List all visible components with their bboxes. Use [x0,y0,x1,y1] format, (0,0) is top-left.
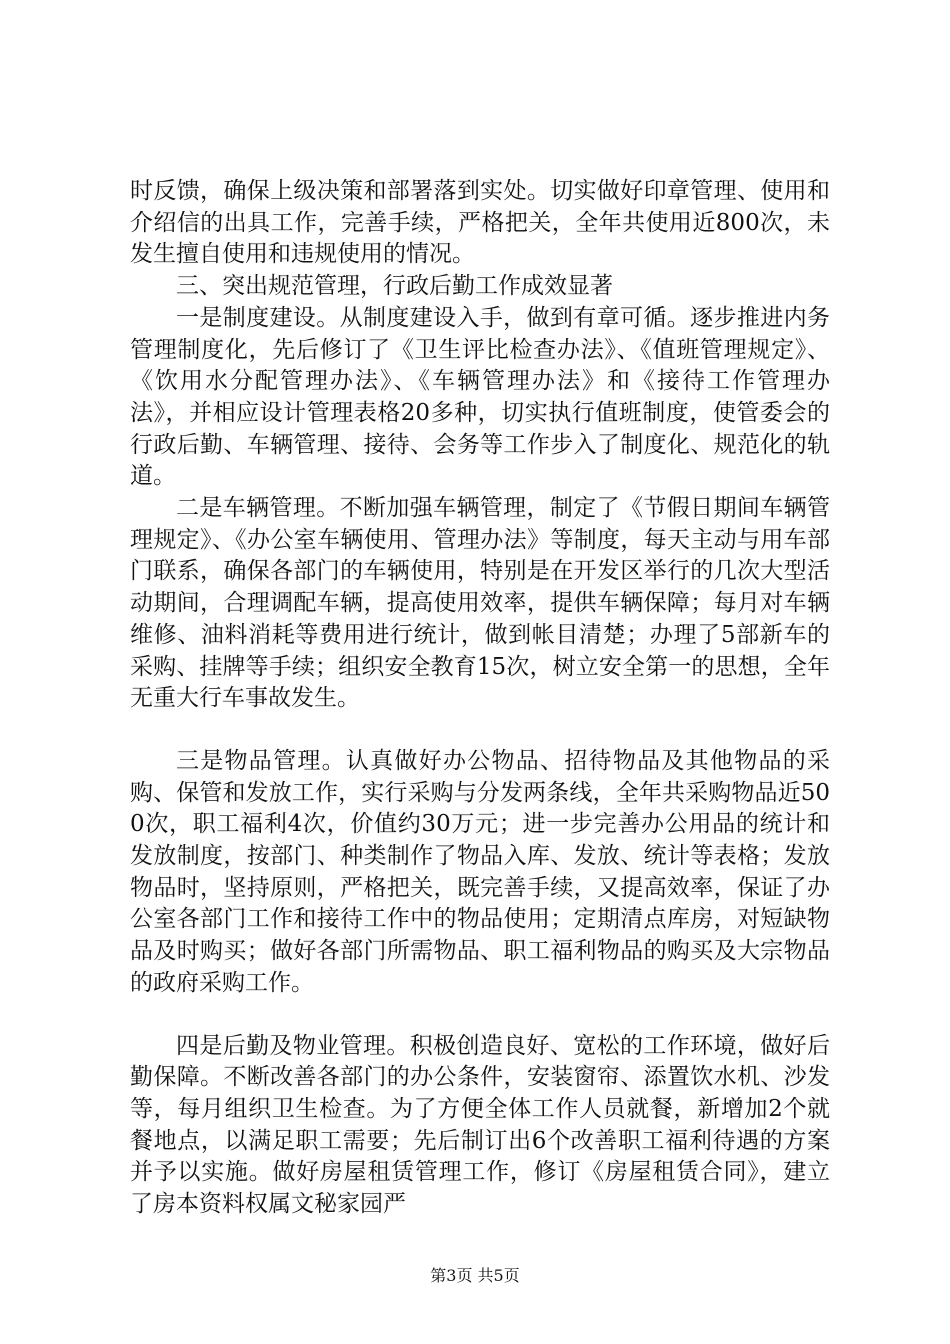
paragraph-system-building: 一是制度建设。从制度建设入手，做到有章可循。逐步推进内务管理制度化，先后修订了《卫生评比检查办法》、《值班管理规定》、《饮用水分配管理办法》、《车辆管理办法》和《接待工作管理办法》，并相应设计管理表格20多种，切实执行值班制度，使管委会的行政后勤、车辆管理、接待、会务等工作步入了制度化、规范化的轨道。 [130,304,830,490]
paragraph-goods-management: 三是物品管理。认真做好办公物品、招待物品及其他物品的采购、保管和发放工作，实行采购与分发两条线，全年共采购物品近500次，职工福利4次，价值约30万元；进一步完善办公用品的统计和发放制度，按部门、种类制作了物品入库、发放、统计等表格；发放物品时，坚持原则，严格把关，既完善手续，又提高效率，保证了办公室各部门工作和接待工作中的物品使用；定期清点库房，对短缺物品及时购买；做好各部门所需物品、职工福利物品的购买及大宗物品的政府采购工作。 [130,747,830,996]
section-heading: 三、突出规范管理，行政后勤工作成效显著 [176,273,613,300]
paragraph-vehicle-management: 二是车辆管理。不断加强车辆管理，制定了《节假日期间车辆管理规定》、《办公室车辆使用、管理办法》等制度，每天主动与用车部门联系，确保各部门的车辆使用，特别是在开发区举行的几次大型活动期间，合理调配车辆，提高使用效率，提供车辆保障；每月对车辆维修、油料消耗等费用进行统计，做到帐目清楚；办理了5部新车的采购、挂牌等手续；组织安全教育15次，树立安全第一的思想，全年无重大行车事故发生。 [130,495,830,712]
document-body [130,176,830,1221]
paragraph-logistics-property: 四是后勤及物业管理。积极创造良好、宽松的工作环境，做好后勤保障。不断改善各部门的办公条件，安装窗帘、添置饮水机、沙发等，每月组织卫生检查。为了方便全体工作人员就餐，新增加2个就餐地点，以满足职工需要；先后制订出6个改善职工福利待遇的方案并予以实施。做好房屋租赁管理工作，修订《房屋租赁合同》，建立了房本资料权属文秘家园严 [130,1032,830,1218]
page-footer: 第3页 共5页 [430,1266,520,1285]
paragraph-continuation: 时反馈，确保上级决策和部署落到实处。切实做好印章管理、使用和介绍信的出具工作，完善手续，严格把关，全年共使用近800次，未发生擅自使用和违规使用的情况。 [130,178,830,268]
